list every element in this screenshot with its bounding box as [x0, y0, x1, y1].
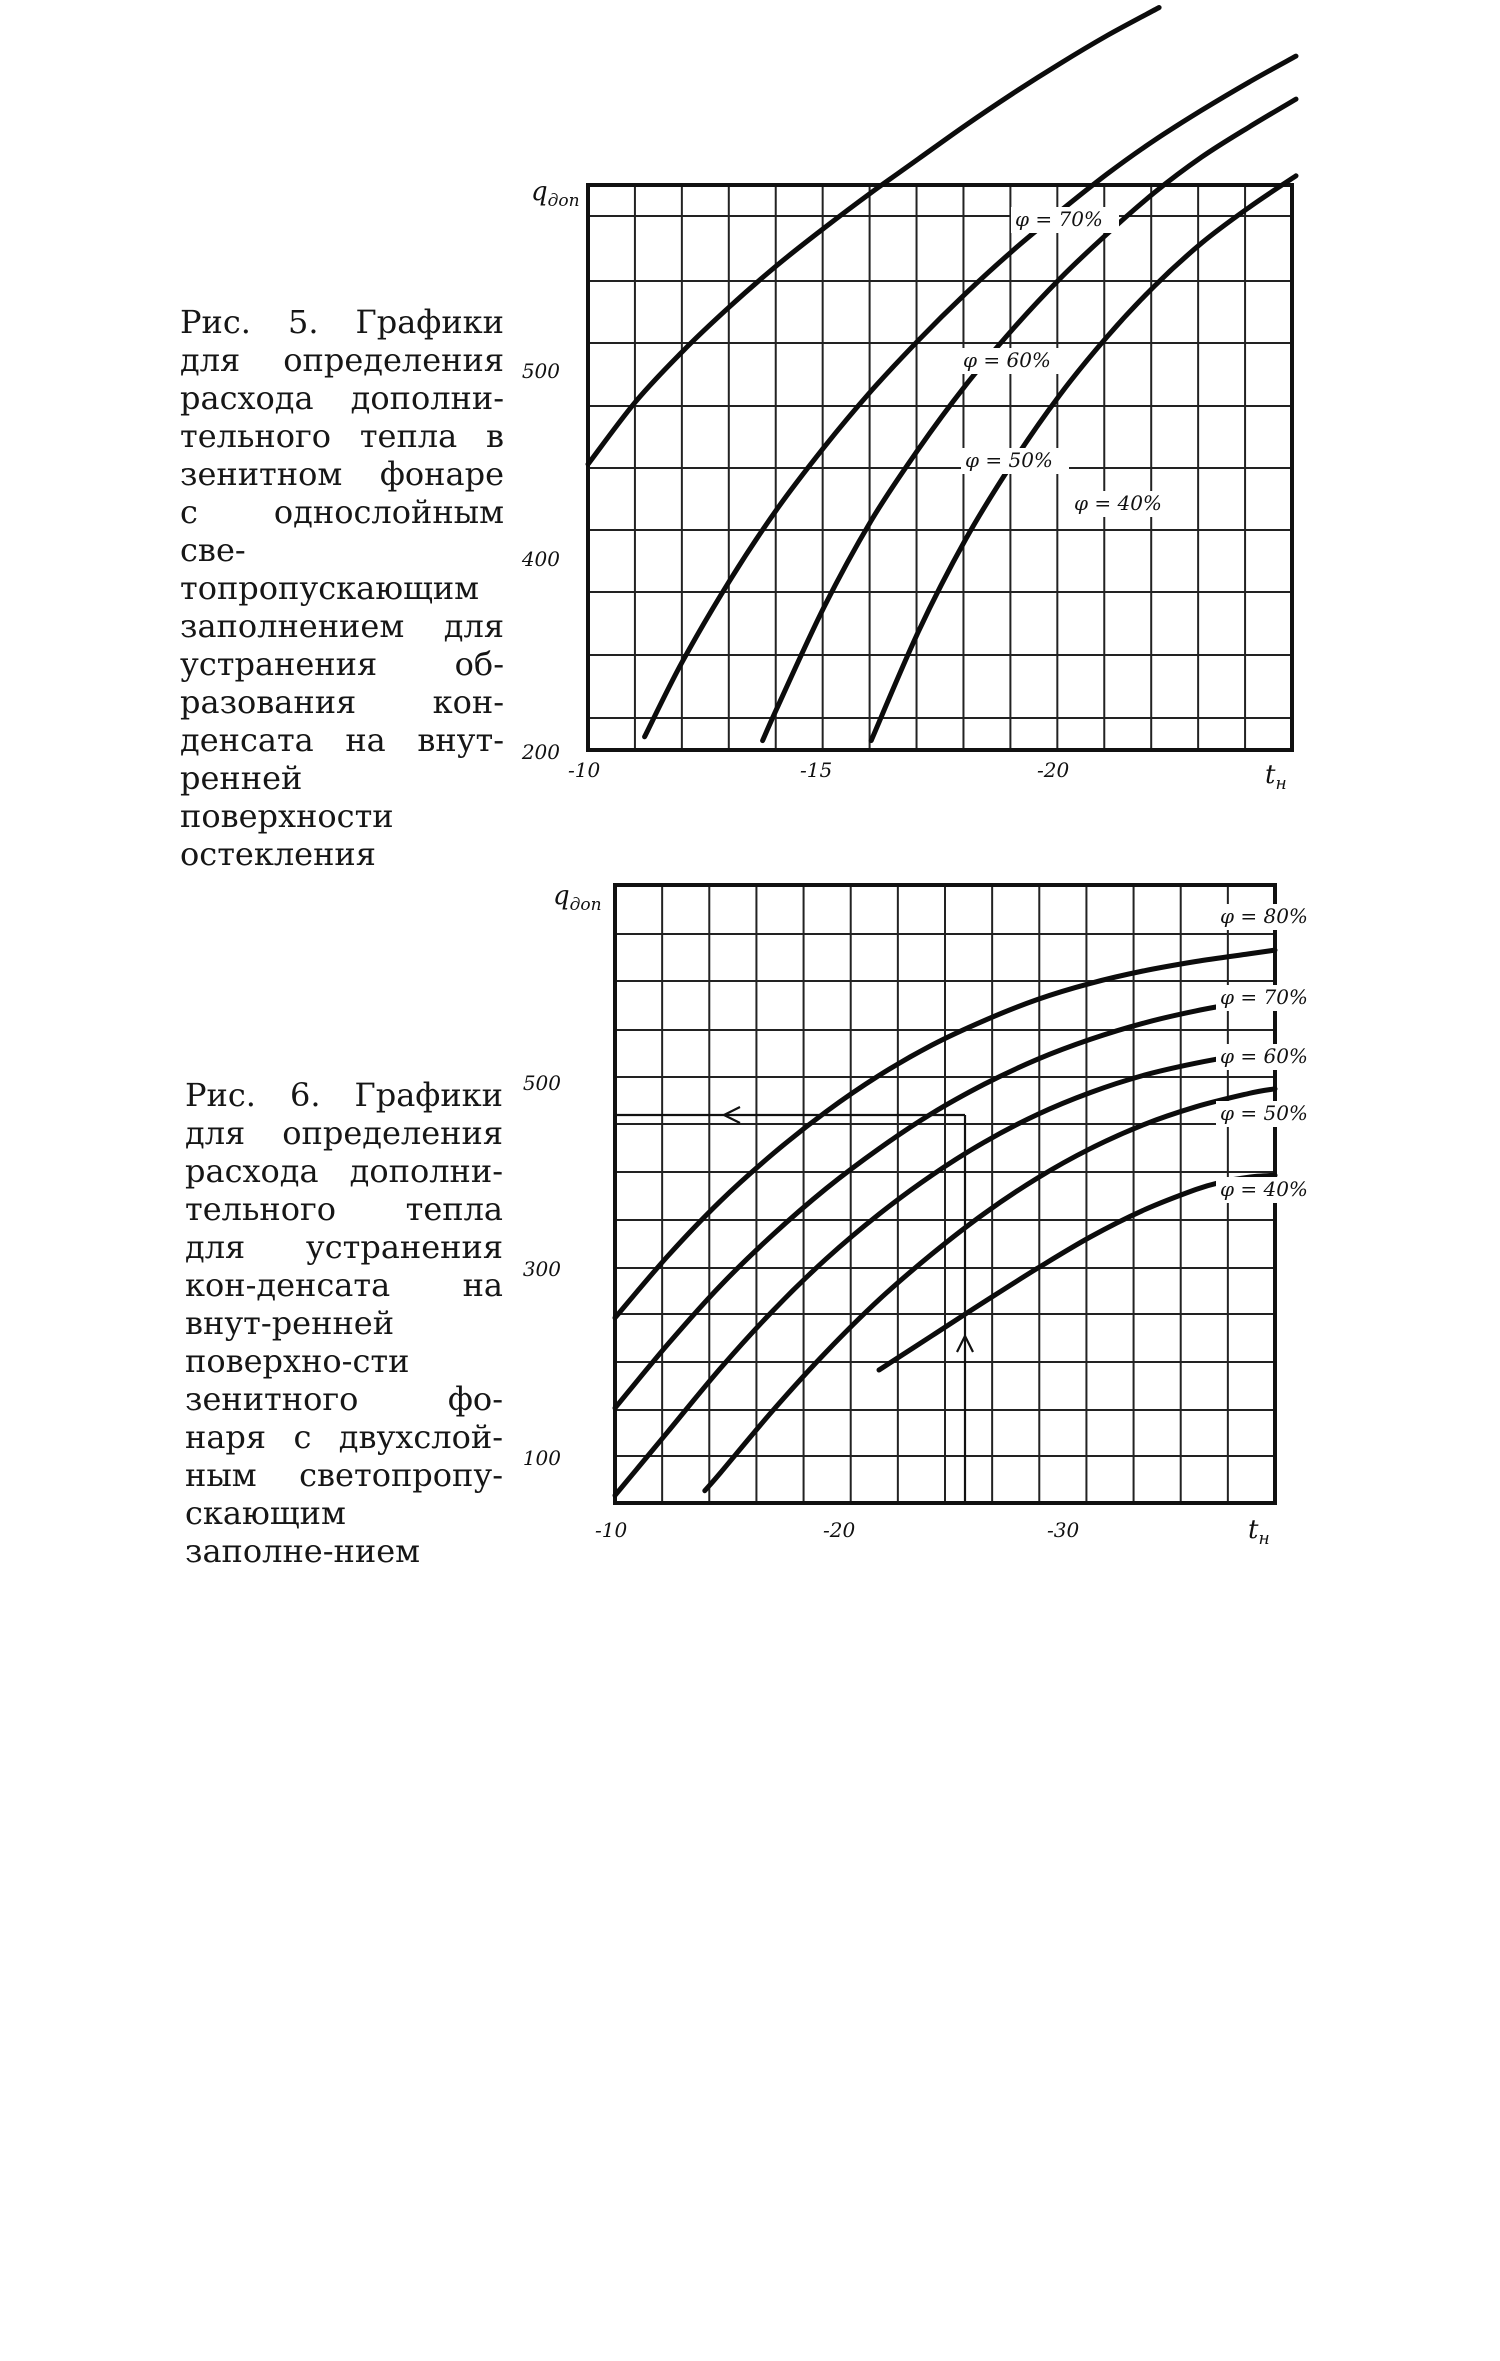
y-tick-label: 500	[522, 1071, 561, 1095]
curve-label-phi-70: φ = 70%	[1220, 985, 1308, 1009]
figure-6-x-axis-label: $t_н$	[1248, 1515, 1270, 1549]
x-tick-label: -30	[1047, 1518, 1080, 1542]
figure-6-caption: Рис. 6. Графики для определения расхода дополни-тельного тепла для устранения кон-денсата на внут-ренней поверхно-сти зенитного фо-наря с двухслой-ным светопропу-скающим заполне-нием	[185, 1076, 503, 1570]
curve-phi-40	[879, 1175, 1275, 1370]
curve-label-phi-50: φ = 50%	[965, 448, 1053, 472]
figure-6-y-axis-label: $q_{доп}$	[553, 881, 602, 915]
curve-label-phi-60: φ = 60%	[1220, 1044, 1308, 1068]
figure-5-y-axis-label: $q_{доп}$	[531, 177, 580, 211]
x-tick-label: -15	[800, 758, 833, 782]
curve-label-phi-40: φ = 40%	[1074, 491, 1162, 515]
curve-label-phi-60: φ = 60%	[963, 348, 1051, 372]
figure-6-chart	[523, 881, 1324, 1549]
curve-label-phi-70: φ = 70%	[1015, 207, 1103, 231]
figure-5-chart	[521, 8, 1296, 795]
x-tick-label: -10	[595, 1518, 628, 1542]
y-tick-label: 500	[521, 359, 560, 383]
y-tick-label: 300	[522, 1257, 561, 1281]
figure-6-tick-labels	[523, 1071, 1080, 1542]
figure-6-gridlines	[615, 885, 1275, 1503]
curve-label-phi-50: φ = 50%	[1220, 1101, 1308, 1125]
y-tick-label: 200	[521, 740, 560, 764]
x-tick-label: -20	[823, 1518, 856, 1542]
figure-5-series	[588, 8, 1296, 741]
figure-5-caption: Рис. 5. Графики для определения расхода дополни-тельного тепла в зенитном фонаре с однослойным све-топропускающим заполнением для устранения об-разования кон-денсата на внут-ренней поверхности остекления	[180, 303, 504, 873]
curve-phi-70	[588, 8, 1159, 465]
figure-5-curve-labels	[959, 207, 1178, 517]
x-tick-label: -20	[1037, 758, 1070, 782]
figure-5-x-axis-label: $t_н$	[1265, 760, 1287, 794]
figure-5-gridlines	[588, 185, 1292, 750]
y-tick-label: 100	[522, 1446, 561, 1470]
y-tick-label: 400	[521, 547, 560, 571]
curve-label-phi-80: φ = 80%	[1220, 904, 1308, 928]
curve-label-phi-40: φ = 40%	[1220, 1177, 1308, 1201]
curve-phi-50	[763, 99, 1296, 741]
x-tick-label: -10	[568, 758, 601, 782]
